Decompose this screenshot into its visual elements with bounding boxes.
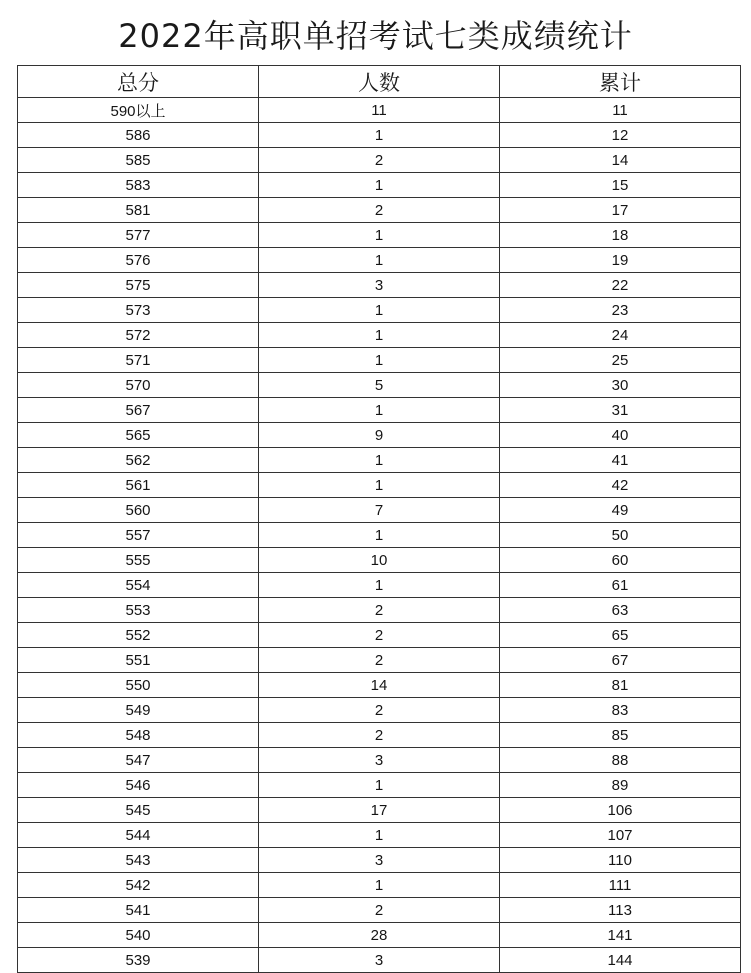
cell-total-score: 557 [18, 523, 259, 548]
cell-total-score: 573 [18, 298, 259, 323]
cell-count: 1 [259, 298, 500, 323]
table-row [18, 673, 741, 698]
table-body [18, 98, 741, 973]
cell-total-score: 571 [18, 348, 259, 373]
cell-total-score: 572 [18, 323, 259, 348]
cell-count: 2 [259, 723, 500, 748]
table-row [18, 873, 741, 898]
table-row [18, 448, 741, 473]
cell-total-score: 554 [18, 573, 259, 598]
table-row [18, 923, 741, 948]
cell-cumulative: 14 [500, 148, 741, 173]
cell-count: 3 [259, 948, 500, 973]
cell-count: 1 [259, 523, 500, 548]
cell-count: 2 [259, 198, 500, 223]
cell-total-score: 542 [18, 873, 259, 898]
header-row [18, 66, 741, 98]
table-row [18, 248, 741, 273]
table-row [18, 173, 741, 198]
cell-cumulative: 106 [500, 798, 741, 823]
table-row [18, 323, 741, 348]
cell-count: 1 [259, 448, 500, 473]
cell-total-score: 577 [18, 223, 259, 248]
cell-count: 1 [259, 398, 500, 423]
cell-count: 1 [259, 173, 500, 198]
table-row [18, 848, 741, 873]
cell-count: 2 [259, 148, 500, 173]
cell-count: 1 [259, 573, 500, 598]
table-row [18, 523, 741, 548]
score-table [17, 65, 741, 973]
table-row [18, 198, 741, 223]
cell-total-score: 553 [18, 598, 259, 623]
table-row [18, 98, 741, 123]
cell-total-score: 581 [18, 198, 259, 223]
cell-cumulative: 50 [500, 523, 741, 548]
table-header [18, 66, 741, 98]
cell-count: 14 [259, 673, 500, 698]
cell-cumulative: 85 [500, 723, 741, 748]
cell-cumulative: 30 [500, 373, 741, 398]
cell-count: 1 [259, 248, 500, 273]
cell-cumulative: 141 [500, 923, 741, 948]
cell-total-score: 546 [18, 773, 259, 798]
table-row [18, 573, 741, 598]
cell-cumulative: 60 [500, 548, 741, 573]
cell-count: 1 [259, 348, 500, 373]
header-count: 人数 [259, 66, 500, 98]
cell-count: 1 [259, 123, 500, 148]
table-row [18, 223, 741, 248]
cell-total-score: 555 [18, 548, 259, 573]
cell-count: 1 [259, 323, 500, 348]
table-row [18, 548, 741, 573]
table-row [18, 723, 741, 748]
cell-cumulative: 89 [500, 773, 741, 798]
cell-cumulative: 40 [500, 423, 741, 448]
cell-total-score: 551 [18, 648, 259, 673]
table-row [18, 123, 741, 148]
cell-count: 3 [259, 848, 500, 873]
cell-total-score: 547 [18, 748, 259, 773]
cell-cumulative: 11 [500, 98, 741, 123]
cell-total-score: 552 [18, 623, 259, 648]
cell-cumulative: 144 [500, 948, 741, 973]
cell-total-score: 590以上 [18, 98, 259, 123]
cell-total-score: 561 [18, 473, 259, 498]
cell-count: 2 [259, 698, 500, 723]
table-row [18, 398, 741, 423]
cell-cumulative: 67 [500, 648, 741, 673]
cell-cumulative: 65 [500, 623, 741, 648]
cell-count: 2 [259, 598, 500, 623]
cell-cumulative: 49 [500, 498, 741, 523]
cell-cumulative: 63 [500, 598, 741, 623]
cell-cumulative: 17 [500, 198, 741, 223]
cell-cumulative: 19 [500, 248, 741, 273]
table-row [18, 598, 741, 623]
cell-total-score: 543 [18, 848, 259, 873]
cell-total-score: 541 [18, 898, 259, 923]
header-cumulative: 累计 [500, 66, 741, 98]
cell-cumulative: 22 [500, 273, 741, 298]
page-title: 2022年高职单招考试七类成绩统计 [118, 17, 633, 55]
table-row [18, 273, 741, 298]
cell-count: 2 [259, 898, 500, 923]
cell-total-score: 567 [18, 398, 259, 423]
cell-cumulative: 113 [500, 898, 741, 923]
table-row [18, 798, 741, 823]
cell-total-score: 585 [18, 148, 259, 173]
cell-total-score: 570 [18, 373, 259, 398]
table-row [18, 348, 741, 373]
cell-count: 1 [259, 773, 500, 798]
cell-total-score: 548 [18, 723, 259, 748]
table-row [18, 748, 741, 773]
cell-cumulative: 107 [500, 823, 741, 848]
cell-total-score: 562 [18, 448, 259, 473]
cell-cumulative: 12 [500, 123, 741, 148]
cell-count: 9 [259, 423, 500, 448]
cell-total-score: 539 [18, 948, 259, 973]
cell-total-score: 545 [18, 798, 259, 823]
cell-total-score: 565 [18, 423, 259, 448]
cell-total-score: 550 [18, 673, 259, 698]
cell-count: 1 [259, 823, 500, 848]
cell-count: 7 [259, 498, 500, 523]
table-row [18, 948, 741, 973]
header-total-score: 总分 [18, 66, 259, 98]
cell-cumulative: 111 [500, 873, 741, 898]
cell-cumulative: 42 [500, 473, 741, 498]
cell-cumulative: 83 [500, 698, 741, 723]
table-row [18, 648, 741, 673]
cell-cumulative: 110 [500, 848, 741, 873]
cell-count: 17 [259, 798, 500, 823]
cell-cumulative: 61 [500, 573, 741, 598]
table-row [18, 298, 741, 323]
table-row [18, 623, 741, 648]
cell-cumulative: 23 [500, 298, 741, 323]
table-row [18, 898, 741, 923]
cell-cumulative: 31 [500, 398, 741, 423]
cell-count: 11 [259, 98, 500, 123]
cell-cumulative: 25 [500, 348, 741, 373]
table-row [18, 498, 741, 523]
table-row [18, 373, 741, 398]
cell-total-score: 540 [18, 923, 259, 948]
table-row [18, 423, 741, 448]
cell-total-score: 544 [18, 823, 259, 848]
cell-count: 3 [259, 273, 500, 298]
cell-count: 3 [259, 748, 500, 773]
cell-count: 2 [259, 623, 500, 648]
cell-count: 10 [259, 548, 500, 573]
cell-total-score: 560 [18, 498, 259, 523]
table-row [18, 773, 741, 798]
cell-cumulative: 88 [500, 748, 741, 773]
cell-cumulative: 81 [500, 673, 741, 698]
cell-total-score: 586 [18, 123, 259, 148]
table-row [18, 148, 741, 173]
cell-count: 5 [259, 373, 500, 398]
cell-cumulative: 18 [500, 223, 741, 248]
cell-cumulative: 15 [500, 173, 741, 198]
table-row [18, 473, 741, 498]
cell-count: 1 [259, 873, 500, 898]
cell-count: 1 [259, 473, 500, 498]
cell-count: 2 [259, 648, 500, 673]
table-row [18, 823, 741, 848]
cell-count: 1 [259, 223, 500, 248]
table-row [18, 698, 741, 723]
cell-total-score: 576 [18, 248, 259, 273]
cell-total-score: 583 [18, 173, 259, 198]
cell-cumulative: 41 [500, 448, 741, 473]
cell-total-score: 575 [18, 273, 259, 298]
cell-cumulative: 24 [500, 323, 741, 348]
cell-total-score: 549 [18, 698, 259, 723]
cell-count: 28 [259, 923, 500, 948]
